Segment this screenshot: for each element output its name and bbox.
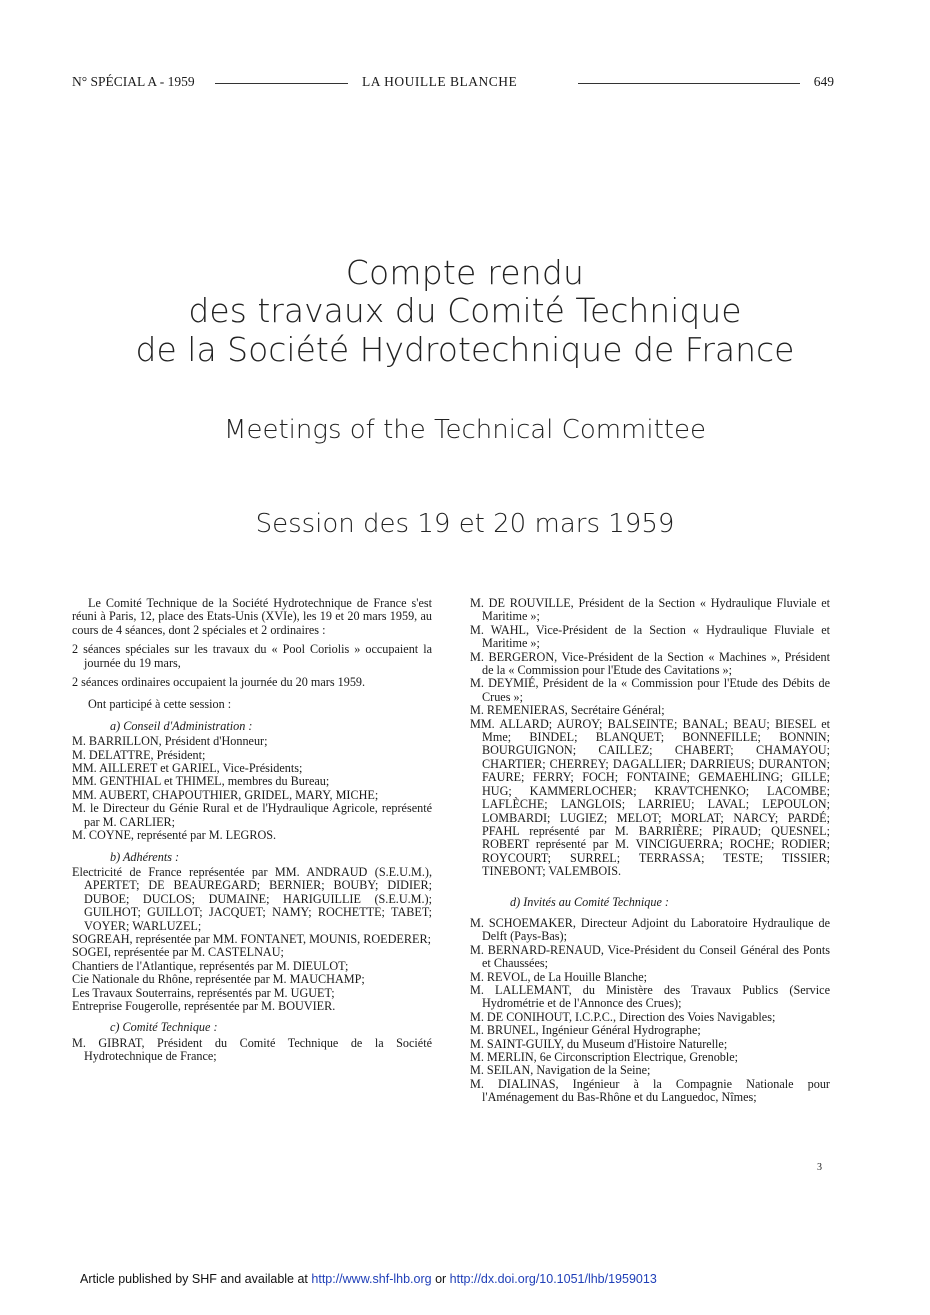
running-header xyxy=(72,74,834,94)
list-item: M. REMENIERAS, Secrétaire Général; xyxy=(470,703,665,718)
list-item: MM. GENTHIAL et THIMEL, membres du Bureau; xyxy=(72,774,330,789)
list-item: M. MERLIN, 6e Circonscription Electrique, Grenoble; xyxy=(470,1050,739,1064)
list-item: MM. ALLARD; AUROY; BALSEINTE; BANAL; BEAU; BIESEL et Mme; BINDEL; BLANQUET; BONNEFILLE; BONNIN; BOURGUIGNON; CAILLEZ; CHABERT; CHAMAYOU; CHARTIER; CHERREY; DAGALLIER; DARRIEUS; DURANTON; FAURE; FERRY; FOCH; FONTAINE; GEMAEHLING; GILLE; HUG; KAMMERLOCHER; KRAVTCHENKO; LACOMBE; LAFLÈCHE; LANGLOIS; LARRIEU; LAVAL; LEPOULON; LOMBARDI; LUGIEZ; MELOT; MORLAT; NARCY; PARDÉ; PFAHL représenté par M. BARRIÈRE; PIRAUD; QUESNEL; ROBERT représenté par M. VINCIGUERRA; ROCHE; RODIER; ROYCOURT; SURREL; TERRASSA; TESTE; TISSIER; TINEBONT; VALEMBOIS. xyxy=(470,716,830,879)
footer-note xyxy=(80,1272,657,1286)
list-item: M. WAHL, Vice-Président de la Section « Hydraulique Fluviale et Maritime »; xyxy=(470,622,830,651)
list-item: M. DEYMIÉ, Président de la « Commission pour l'Etude des Débits de Crues »; xyxy=(470,676,830,704)
list-item: M. BERNARD-RENAUD, Vice-Président du Conseil Général des Ponts et Chaussées; xyxy=(470,942,830,971)
list-item: M. DELATTRE, Président; xyxy=(72,747,206,762)
section-heading-d: d) Invités au Comité Technique : xyxy=(510,894,669,909)
issue-label: N° SPÉCIAL A - 1959 xyxy=(72,74,195,89)
section-heading-b: b) Adhérents : xyxy=(110,849,180,864)
title-line-3: de la Société Hydrotechnique de France xyxy=(135,330,795,369)
header-rule-right xyxy=(578,83,800,84)
doi-link[interactable]: http://dx.doi.org/10.1051/lhb/1959013 xyxy=(449,1272,657,1286)
list-item: Electricité de France représentée par MM. ANDRAUD (S.E.U.M.), APERTET; DE BEAUREGARD; BERNIER; BOUBY; DIDIER; DUBOE; DUCLOS; DUMAINE; HARIGUILLIE (S.E.U.M.); GUILHOT; GUILLOT; JACQUET; NAMY; ROCHETTE; TABET; VOYER; WARLUZEL; xyxy=(72,864,432,933)
list-item: M. DE ROUVILLE, Président de la Section « Hydraulique Fluviale et Maritime »; xyxy=(470,596,830,624)
session-title: Session des 19 et 20 mars 1959 xyxy=(255,509,675,539)
list-item: M. BARRILLON, Président d'Honneur; xyxy=(72,734,268,749)
list-item: M. SEILAN, Navigation de la Seine; xyxy=(470,1063,651,1078)
list-item: Entreprise Fougerolle, représentée par M. BOUVIER. xyxy=(72,998,336,1013)
footer-middle: or xyxy=(431,1272,450,1286)
list-item: Chantiers de l'Atlantique, représentés par M. DIEULOT; xyxy=(72,958,349,973)
list-item: Les Travaux Souterrains, représentés par M. UGUET; xyxy=(72,985,335,1000)
list-item: Cie Nationale du Rhône, représentée par M. MAUCHAMP; xyxy=(72,972,365,987)
title-line-1: Compte rendu xyxy=(345,253,585,292)
english-subtitle: Meetings of the Technical Committee xyxy=(224,415,706,445)
header-rule-left xyxy=(215,83,348,84)
list-item: M. SCHOEMAKER, Directeur Adjoint du Laboratoire Hydraulique de Delft (Pays-Bas); xyxy=(470,915,830,944)
page-number: 649 xyxy=(813,74,834,89)
shf-link[interactable]: http://www.shf-lhb.org xyxy=(311,1272,432,1286)
participants-intro: Ont participé à cette session : xyxy=(88,697,232,712)
right-column xyxy=(470,597,830,1105)
list-item: M. SAINT-GUILY, du Museum d'Histoire Naturelle; xyxy=(470,1036,728,1051)
list-item: M. le Directeur du Génie Rural et de l'Hydraulique Agricole, représenté par M. CARLIER; xyxy=(72,801,432,829)
list-item: M. DE CONIHOUT, I.C.P.C., Direction des Voies Navigables; xyxy=(470,1009,776,1024)
section-heading-a: a) Conseil d'Administration : xyxy=(110,718,253,733)
list-item: M. BERGERON, Vice-Président de la Section « Machines », Président de la « Commission pour l'Etude des Cavitations »; xyxy=(470,649,830,678)
list-item: MM. AUBERT, CHAPOUTHIER, GRIDEL, MARY, MICHE; xyxy=(72,787,379,802)
title-line-2: des travaux du Comité Technique xyxy=(188,291,742,330)
list-item: SOGREAH, représentée par MM. FONTANET, MOUNIS, ROEDERER; xyxy=(72,931,431,946)
left-column xyxy=(72,597,432,1064)
list-item: M. REVOL, de La Houille Blanche; xyxy=(470,969,648,984)
list-item: M. COYNE, représenté par M. LEGROS. xyxy=(72,828,277,843)
list-item: M. DIALINAS, Ingénieur à la Compagnie Nationale pour l'Aménagement du Bas-Rhône et du Languedoc, Nîmes; xyxy=(470,1076,830,1105)
list-item: SOGEI, représentée par M. CASTELNAU; xyxy=(72,945,284,960)
list-item: M. BRUNEL, Ingénieur Général Hydrographe; xyxy=(470,1023,701,1038)
list-item: MM. AILLERET et GARIEL, Vice-Présidents; xyxy=(72,761,303,776)
page-marker: 3 xyxy=(817,1162,822,1173)
list-item: M. LALLEMANT, du Ministère des Travaux Publics (Service Hydrométrie et de l'Annonce des Crues); xyxy=(470,982,830,1011)
section-heading-c: c) Comité Technique : xyxy=(110,1020,218,1035)
journal-title: LA HOUILLE BLANCHE xyxy=(362,74,518,89)
list-item: 2 séances ordinaires occupaient la journée du 20 mars 1959. xyxy=(72,675,366,690)
list-item: 2 séances spéciales sur les travaux du « Pool Coriolis » occupaient la journée du 19 mars, xyxy=(72,642,432,670)
intro-paragraph: Le Comité Technique de la Société Hydrotechnique de France s'est réuni à Paris, 12, place des Etats-Unis (XVIe), les 19 et 20 mars 1959, au cours de 4 séances, dont 2 spéciales et 2 ordinaires : xyxy=(72,596,432,637)
footer-prefix: Article published by SHF and available at xyxy=(80,1272,312,1286)
list-item: M. GIBRAT, Président du Comité Technique de la Société Hydrotechnique de France; xyxy=(72,1035,432,1064)
